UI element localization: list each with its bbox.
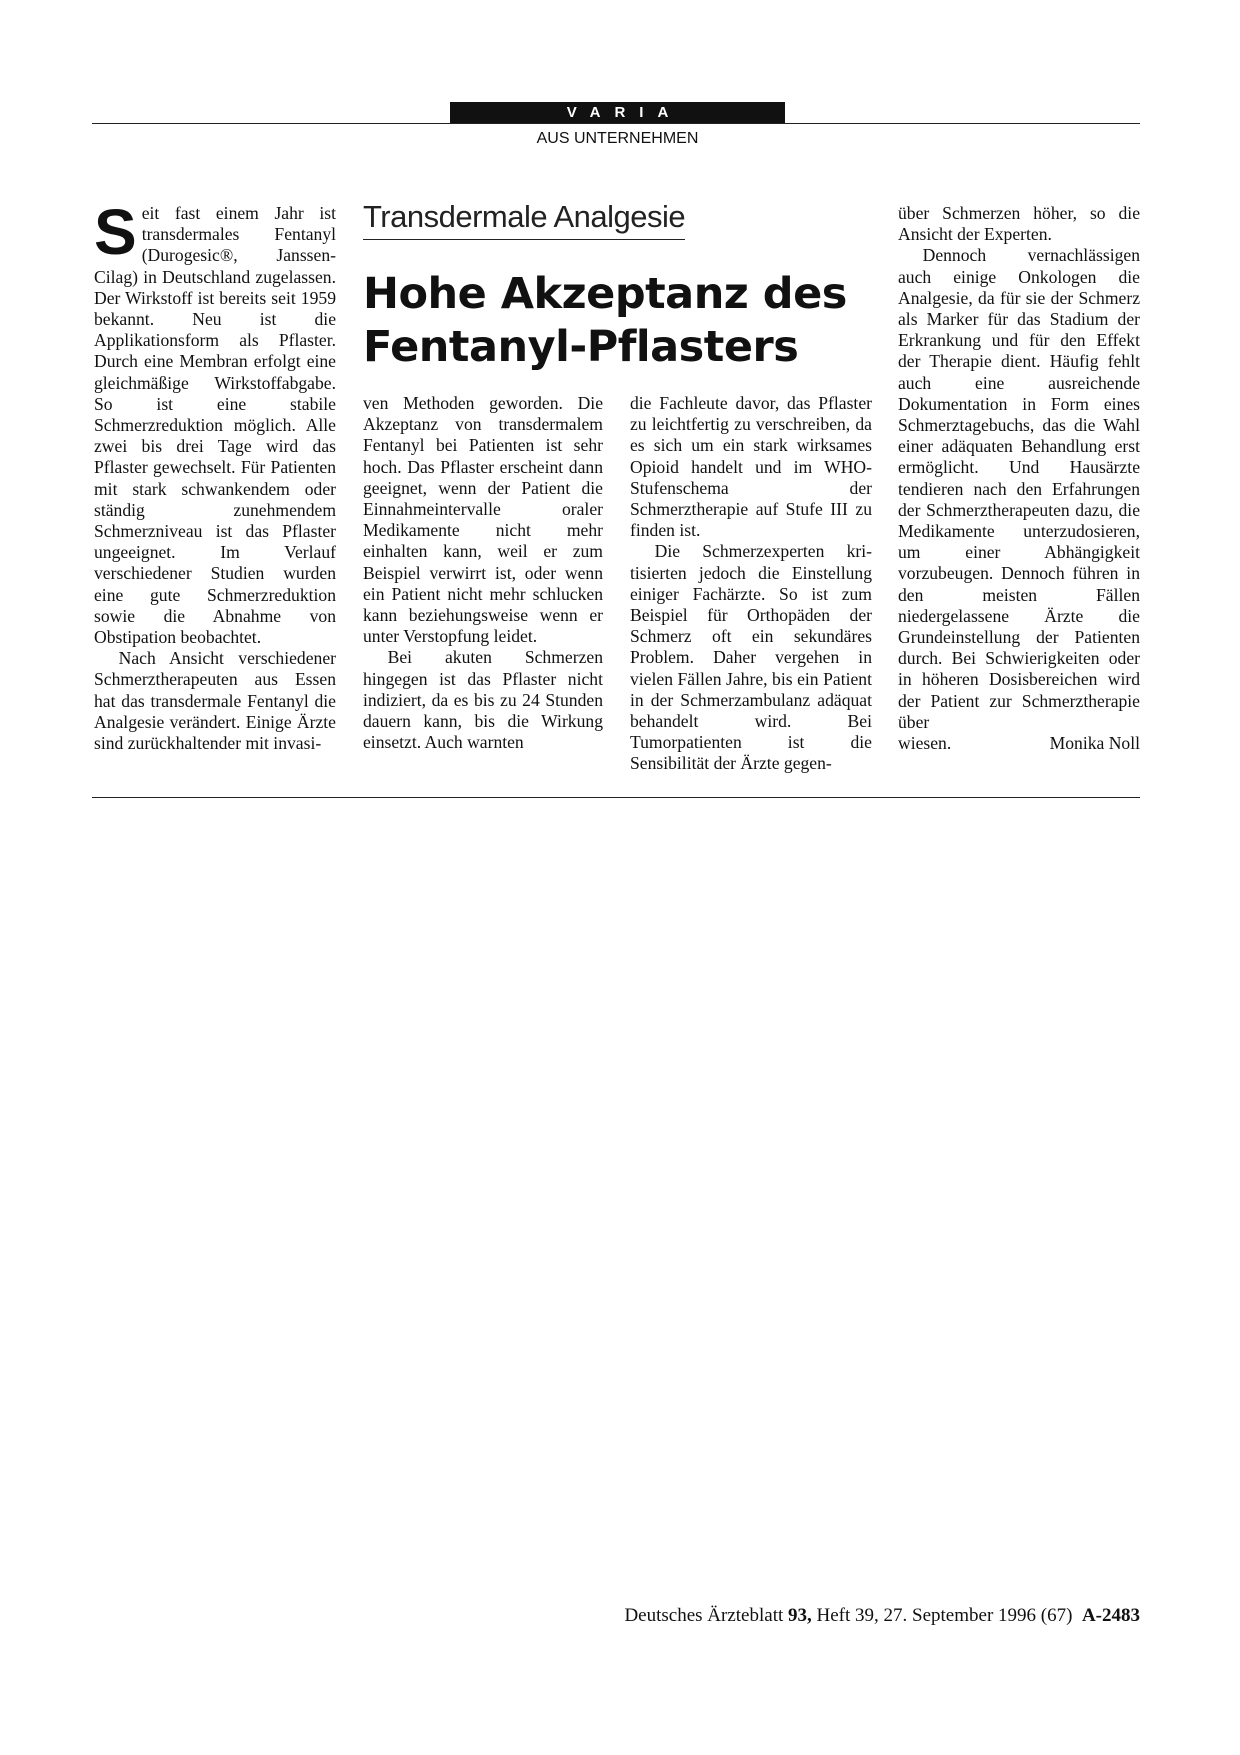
section-label: VARIA bbox=[450, 102, 785, 124]
header-rule bbox=[92, 123, 1140, 124]
paragraph: Dennoch vernachlässigen auch einige Onkologen die Analgesie, da für sie der Schmerz als Marker für das Stadium der Erkrankung und für den Effekt der Therapie dient. Häufig fehlt auch eine ausreichende Dokumentation in Form eines Schmerztagebuchs, das die Wahl einer adäquaten Behandlung erst ermöglicht. Und Hausärzte tendieren nach den Erfahrungen der Schmerztherapeuten dazu, die Medikamente unterzudosieren, um einer Abhängigkeit vorzubeugen. Dennoch führen in den meisten Fällen niedergelassene Ärzte die Grundeinstellung der Patienten durch. Bei Schwierigkeiten oder in höheren Dosisbereichen wird der Patient zur Schmerztherapie über bbox=[898, 245, 1140, 732]
paragraph: ven Methoden geworden. Die Akzeptanz von transdermalem Fentanyl bei Patienten ist sehr hoch. Das Pflaster erscheint dann geeignet, wenn der Patient die Einnahmeintervalle oraler Medikamente nicht mehr einhalten kann, weil er zum Beispiel verwirrt ist, oder wenn ein Patient nicht mehr schlucken kann beziehungsweise wenn er unter Verstopfung leidet. bbox=[363, 393, 603, 647]
headline-line-1: Hohe Akzeptanz des bbox=[363, 269, 847, 319]
page-footer bbox=[624, 1605, 1140, 1627]
subsection-label: AUS UNTERNEHMEN bbox=[536, 130, 699, 147]
article-column-3 bbox=[630, 393, 872, 775]
author-name: Monika Noll bbox=[1049, 733, 1140, 754]
article-column-2 bbox=[363, 393, 603, 753]
paragraph: über Schmerzen höher, so die Ansicht der Experten. bbox=[898, 203, 1140, 245]
article-column-1 bbox=[94, 196, 336, 754]
paragraph: Die Schmerzexperten kritisierten jedoch die Einstellung einiger Fachärzte. So ist zum Beispiel für Orthopäden der Schmerz oft ein sekundäres Problem. Daher vergehen in vielen Fällen Jahre, bis ein Patient in der Schmerzambulanz adäquat behandelt wird. Bei Tumorpatienten ist die Sensibilität der Ärzte gegen- bbox=[630, 541, 872, 774]
article-bottom-rule bbox=[92, 797, 1140, 798]
last-word: wiesen. bbox=[898, 733, 952, 754]
volume-number: 93, bbox=[788, 1605, 812, 1626]
article-column-4 bbox=[898, 203, 1140, 754]
article-headline bbox=[363, 268, 883, 374]
author-line bbox=[898, 733, 1140, 754]
headline-line-2: Fentanyl-Pflasters bbox=[363, 322, 799, 372]
lead-paragraph bbox=[94, 196, 336, 648]
page-number: A-2483 bbox=[1081, 1605, 1140, 1626]
lead-text: eit fast einem Jahr ist transdermales Fentanyl (Durogesic®, Janssen-Cilag) in Deutschland zugelassen. Der Wirkstoff ist bereits seit 1959 bekannt. Neu ist die Applikationsform als Pflaster. Durch eine Membran erfolgt eine gleichmäßige Wirkstoffabgabe. So ist eine stabile Schmerzreduktion möglich. Alle zwei bis drei Tage wird das Pflaster gewechselt. Für Patienten mit stark schwankendem oder ständig zunehmendem Schmerzniveau ist das Pflaster ungeeignet. Im Verlauf verschiedener Studien wurden eine gute Schmerzreduktion sowie die Abnahme von Obstipation beobachtet. bbox=[94, 203, 336, 648]
paragraph: die Fachleute davor, das Pflaster zu leichtfertig zu verschreiben, da es sich um ein stark wirksames Opioid handelt und im WHO-Stufenschema der Schmerztherapie auf Stufe III zu finden ist. bbox=[630, 393, 872, 541]
issue-date: Heft 39, 27. September 1996 (67) bbox=[816, 1605, 1073, 1626]
article-kicker: Transdermale Analgesie bbox=[363, 199, 685, 240]
paragraph: Nach Ansicht verschiedener Schmerztherapeuten aus Essen hat das transdermale Fentanyl die Analgesie verändert. Einige Ärzte sind zurückhaltender mit invasi- bbox=[94, 648, 336, 754]
journal-name: Deutsches Ärzteblatt bbox=[624, 1605, 784, 1626]
drop-cap: S bbox=[94, 196, 137, 268]
paragraph: Bei akuten Schmerzen hingegen ist das Pflaster nicht indiziert, da es bis zu 24 Stunden dauern kann, bis die Wirkung einsetzt. Auch warnten bbox=[363, 647, 603, 753]
